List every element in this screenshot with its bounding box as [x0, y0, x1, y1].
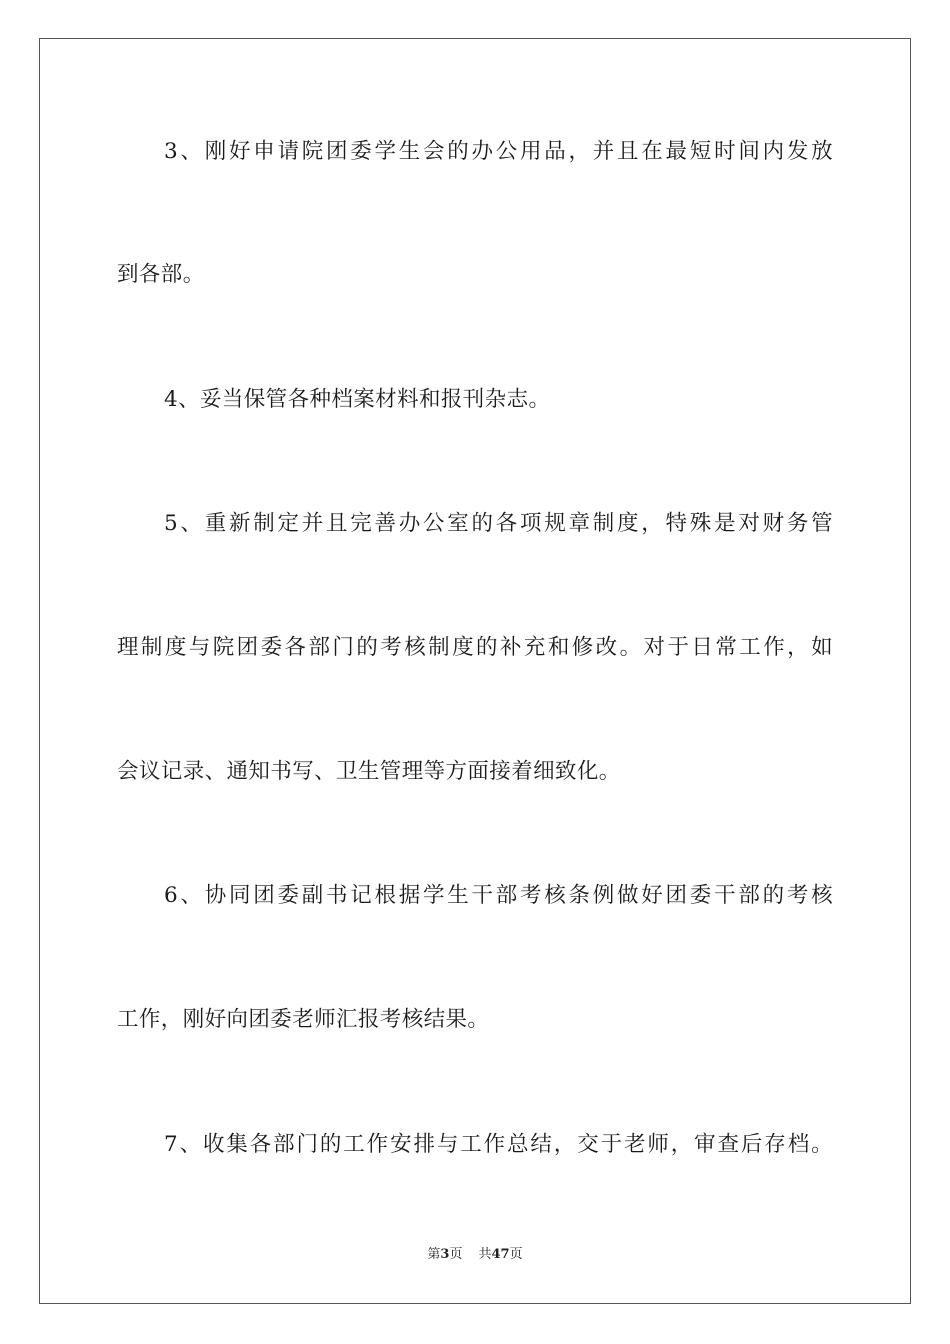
paragraph-3-line-1: 3、刚好申请院团委学生会的办公用品，并且在最短时间内发放: [164, 139, 833, 164]
paragraph-7-line-1: 7、收集各部门的工作安排与工作总结，交于老师，审查后存档。: [164, 1132, 833, 1157]
page-border: [39, 38, 911, 1304]
paragraph-3-line-2: 到各部。: [117, 262, 205, 287]
paragraph-5-line-1: 5、重新制定并且完善办公室的各项规章制度，特殊是对财务管: [164, 511, 833, 536]
paragraph-5-line-2: 理制度与院团委各部门的考核制度的补充和修改。对于日常工作，如: [117, 635, 833, 660]
paragraph-4-line-1: 4、妥当保管各种档案材料和报刊杂志。: [164, 387, 551, 412]
footer-total-prefix: 共: [478, 1247, 492, 1262]
page-footer: [0, 1246, 950, 1264]
footer-page-prefix: 第: [427, 1247, 441, 1262]
footer-page-suffix: 页: [449, 1247, 463, 1262]
paragraph-6-line-1: 6、协同团委副书记根据学生干部考核条例做好团委干部的考核: [164, 883, 833, 908]
paragraph-5-line-3: 会议记录、通知书写、卫生管理等方面接着细致化。: [117, 759, 621, 784]
paragraph-6-line-2: 工作，刚好向团委老师汇报考核结果。: [117, 1007, 490, 1032]
footer-total-pages: 47: [491, 1247, 510, 1262]
footer-page-number: 3: [440, 1247, 450, 1262]
footer-total-suffix: 页: [509, 1247, 523, 1262]
